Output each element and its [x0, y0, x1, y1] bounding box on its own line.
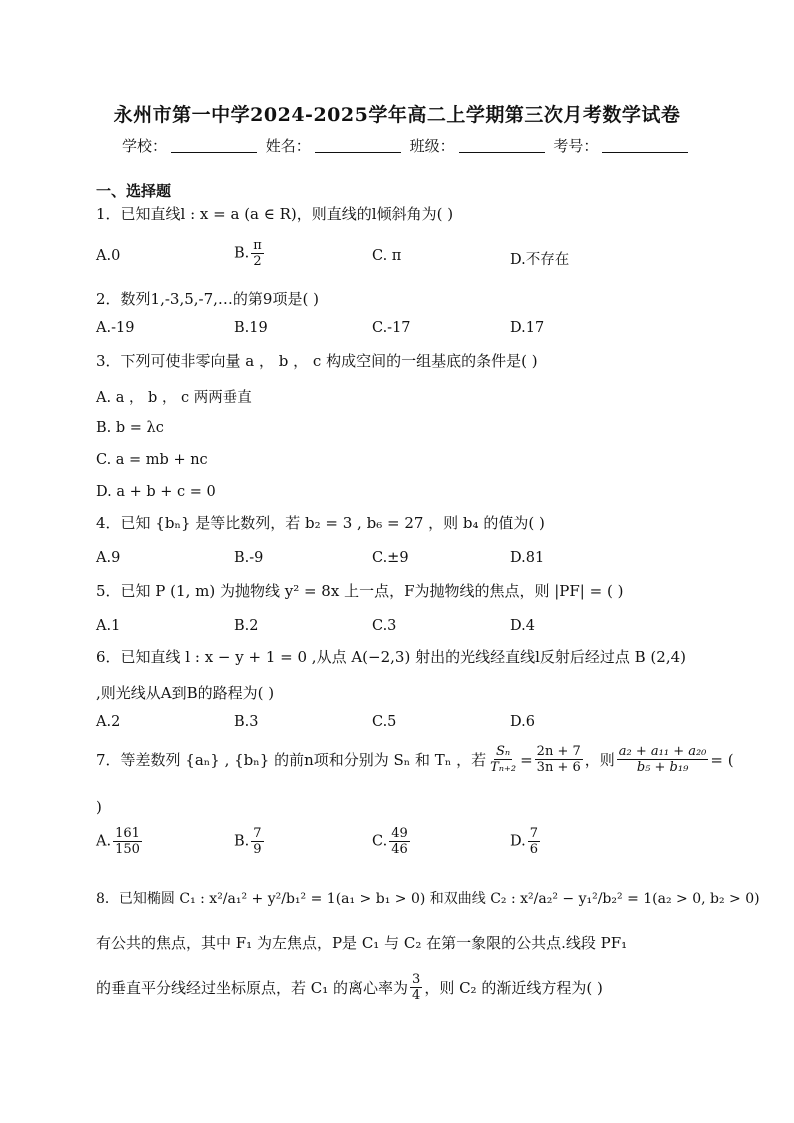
- q7-f2-numerator: 2n + 7: [536, 744, 581, 759]
- q7-d-numerator: 7: [529, 826, 538, 841]
- q7-stem-part-b: ，则: [584, 750, 615, 769]
- q1-option-d: D.不存在: [510, 252, 570, 268]
- school-blank[interactable]: [171, 138, 257, 153]
- q3-option-b: B. b = λc: [96, 420, 164, 436]
- q1-option-b-label: B.: [234, 245, 250, 262]
- q7-b-numerator: 7: [253, 826, 262, 841]
- q4-option-c: C.±9: [372, 550, 409, 566]
- question-6-stem: 6．已知直线 l : x − y + 1 = 0 ,从点 A(−2,3) 射出的光线经直线l反射后经过点 B (2,4): [96, 648, 686, 666]
- q7-c-fraction: [389, 826, 410, 857]
- q4-option-d: D.81: [510, 550, 545, 566]
- q1-option-b: [234, 238, 266, 269]
- question-7-stem: [96, 744, 734, 775]
- q7-stem-part-a: 7．等差数列 {aₙ} , {bₙ} 的前n项和分别为 Sₙ 和 Tₙ ，若: [96, 750, 487, 769]
- q7-d-denominator: 6: [529, 842, 538, 857]
- q2-option-b: B.19: [234, 320, 268, 336]
- q8-eccentricity-fraction: [410, 972, 422, 1003]
- q7-stem-part-c: = (: [710, 750, 734, 769]
- q7-b-denominator: 9: [253, 842, 262, 857]
- q7-equals: =: [520, 750, 533, 769]
- q7-option-a: [96, 826, 144, 857]
- question-8-stem-line-2: 有公共的焦点，其中 F₁ 为左焦点，P是 C₁ 与 C₂ 在第一象限的公共点.线段 PF₁: [96, 934, 628, 952]
- q3-option-c: C. a = mb + nc: [96, 452, 208, 468]
- q6-option-b: B.3: [234, 714, 259, 730]
- q7-f1-denominator: Tₙ₊₂: [490, 760, 517, 775]
- q5-option-a: A.1: [96, 618, 121, 634]
- question-6-stem-continued: ,则光线从A到B的路程为( ): [96, 684, 275, 702]
- q7-option-d: [510, 826, 542, 857]
- q7-b-label: B.: [234, 833, 250, 850]
- question-5-stem: 5．已知 P (1, m) 为抛物线 y² = 8x 上一点，F为抛物线的焦点，则 |PF| = ( ): [96, 582, 624, 600]
- q7-f2-denominator: 3n + 6: [536, 760, 581, 775]
- q7-fraction-ratio: [535, 744, 583, 775]
- class-blank[interactable]: [459, 138, 545, 153]
- q7-b-fraction: [251, 826, 263, 857]
- q3-option-d: D. a + b + c = 0: [96, 484, 216, 500]
- q6-option-a: A.2: [96, 714, 121, 730]
- q2-option-d: D.17: [510, 320, 545, 336]
- q4-option-b: B.-9: [234, 550, 264, 566]
- student-info-row: [122, 135, 692, 156]
- section-heading: 一、选择题: [96, 182, 172, 200]
- q7-d-fraction: [528, 826, 540, 857]
- q7-d-label: D.: [510, 833, 526, 850]
- q5-option-c: C.3: [372, 618, 397, 634]
- q8-e-denominator: 4: [412, 988, 421, 1003]
- q2-option-c: C.-17: [372, 320, 411, 336]
- q1-option-a: A.0: [96, 248, 121, 264]
- q5-option-b: B.2: [234, 618, 259, 634]
- q8-line3-part-b: ，则 C₂ 的渐近线方程为( ): [424, 978, 603, 997]
- q7-fraction-s-over-t: [488, 744, 518, 775]
- q7-fraction-target: [617, 744, 709, 775]
- class-label: 班级：: [409, 137, 455, 155]
- q7-a-label: A.: [96, 833, 112, 850]
- q5-option-d: D.4: [510, 618, 535, 634]
- q1-b-numerator: π: [253, 238, 262, 253]
- number-label: 考号：: [553, 137, 599, 155]
- q7-f3-numerator: a₂ + a₁₁ + a₂₀: [618, 744, 707, 759]
- q7-f3-denominator: b₅ + b₁₉: [636, 760, 689, 775]
- name-blank[interactable]: [315, 138, 401, 153]
- q7-c-label: C.: [372, 833, 388, 850]
- question-8-stem: 8．已知椭圆 C₁ : x²/a₁² + y²/b₁² = 1(a₁ > b₁ > 0) 和双曲线 C₂ : x²/a₂² − y₁²/b₂² = 1(a₂ > 0, b₂ > 0): [96, 891, 760, 907]
- question-3-stem: 3．下列可使非零向量 a ， b ， c 构成空间的一组基底的条件是( ): [96, 352, 538, 370]
- q7-option-c: [372, 826, 412, 857]
- q7-c-denominator: 46: [391, 842, 408, 857]
- q6-option-d: D.6: [510, 714, 535, 730]
- q7-close-paren: ): [96, 798, 102, 816]
- q1-option-c: C. π: [372, 248, 402, 264]
- name-label: 姓名：: [265, 137, 311, 155]
- q2-option-a: A.-19: [96, 320, 135, 336]
- q6-option-c: C.5: [372, 714, 397, 730]
- question-8-stem-line-3: [96, 972, 603, 1003]
- q7-a-denominator: 150: [115, 842, 140, 857]
- school-label: 学校：: [122, 137, 168, 155]
- page-title: 永州市第一中学2024-2025学年高二上学期第三次月考数学试卷: [113, 104, 681, 126]
- q7-a-numerator: 161: [115, 826, 140, 841]
- q1-option-b-fraction: [251, 238, 264, 269]
- q3-option-a: A. a ， b ， c 两两垂直: [96, 390, 252, 406]
- q7-c-numerator: 49: [391, 826, 408, 841]
- question-2-stem: 2．数列1,-3,5,-7,…的第9项是( ): [96, 290, 319, 308]
- q7-option-b: [234, 826, 266, 857]
- q4-option-a: A.9: [96, 550, 121, 566]
- q7-f1-numerator: Sₙ: [495, 744, 511, 759]
- q7-a-fraction: [113, 826, 142, 857]
- q8-line3-part-a: 的垂直平分线经过坐标原点，若 C₁ 的离心率为: [96, 978, 409, 997]
- question-4-stem: 4．已知 {bₙ} 是等比数列，若 b₂ = 3 , b₆ = 27 ，则 b₄ 的值为( ): [96, 514, 545, 532]
- question-1-stem: 1．已知直线l : x = a (a ∈ R)，则直线的l倾斜角为( ): [96, 205, 454, 223]
- number-blank[interactable]: [602, 138, 688, 153]
- q1-b-denominator: 2: [253, 254, 262, 269]
- q8-e-numerator: 3: [412, 972, 421, 987]
